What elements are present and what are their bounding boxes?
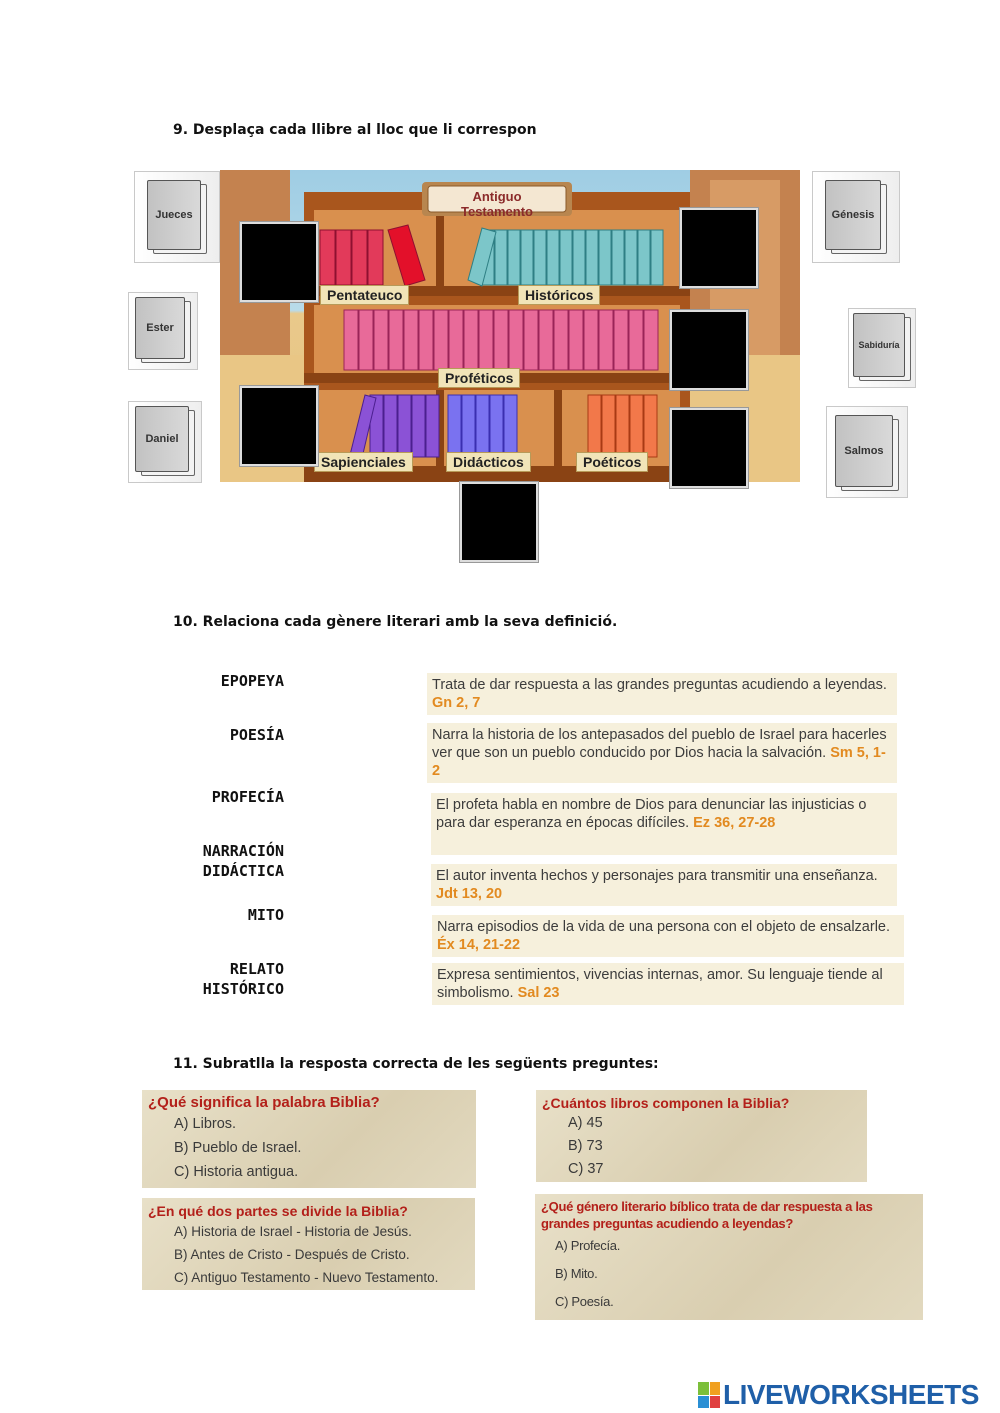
genre-epopeya[interactable]: EPOPEYA <box>220 672 284 690</box>
sign-antiguo-testamento: Antiguo Testamento <box>461 189 533 219</box>
book-icon <box>851 313 913 383</box>
quiz-option[interactable]: C) Historia antigua. <box>174 1164 299 1180</box>
quiz-option[interactable]: C) Antiguo Testamento - Nuevo Testamento. <box>174 1270 439 1285</box>
definition-box[interactable] <box>427 673 897 715</box>
book-icon <box>133 406 197 478</box>
quiz-option[interactable]: A) Historia de Israel - Historia de Jesús. <box>174 1224 412 1239</box>
shelf-label-pentateuco: Pentateuco <box>320 285 409 305</box>
quiz-option[interactable]: C) 37 <box>568 1161 604 1177</box>
definition-text: El autor inventa hechos y personajes para transmitir una enseñanza. <box>436 868 878 884</box>
bible-reference: Sm 5, 1-2 <box>432 745 886 779</box>
question-9-title: 9. Desplaça cada llibre al lloc que li correspon <box>173 122 537 138</box>
liveworksheets-logo <box>698 1378 996 1412</box>
quiz-question: ¿En qué dos partes se divide la Biblia? <box>148 1203 408 1219</box>
bible-reference: Gn 2, 7 <box>432 695 481 711</box>
book-icon <box>145 180 209 256</box>
quiz-option[interactable]: B) Antes de Cristo - Después de Cristo. <box>174 1247 410 1262</box>
draggable-book-salmos[interactable] <box>826 406 908 498</box>
question-10-title: 10. Relaciona cada gènere literari amb la seva definició. <box>173 614 618 630</box>
shelf-label-poeticos: Poéticos <box>576 452 648 472</box>
shelf-label-sapienciales: Sapienciales <box>314 452 413 472</box>
definition-text: Expresa sentimientos, vivencias internas, amor. Su lenguaje tiende al simbolismo. <box>437 967 883 1001</box>
definition-text: El profeta habla en nombre de Dios para denunciar las injusticias o para dar esperanza en épocas difíciles. <box>436 797 867 831</box>
quiz-option[interactable]: B) Mito. <box>555 1266 598 1281</box>
quiz-option[interactable]: A) Profecía. <box>555 1238 621 1253</box>
book-label-genesis: Génesis <box>825 180 881 250</box>
quiz-question: ¿Cuántos libros componen la Biblia? <box>542 1095 790 1111</box>
genre-narracion-didactica[interactable]: NARRACIÓN DIDÁCTICA <box>202 842 284 880</box>
genre-relato-historico[interactable]: RELATO HISTÓRICO <box>202 960 284 998</box>
quiz-option[interactable]: A) 45 <box>568 1115 603 1131</box>
drop-zone-pentateuco[interactable] <box>240 222 318 302</box>
draggable-book-genesis[interactable] <box>812 171 900 263</box>
book-label-sabiduria: Sabiduría <box>853 313 905 377</box>
logo-text: LIVEWORKSHEETS <box>723 1379 979 1410</box>
bible-reference: Sal 23 <box>517 985 560 1001</box>
shelf-label-profeticos: Proféticos <box>438 368 520 388</box>
definition-box[interactable] <box>432 915 904 957</box>
drop-zone-historicos[interactable] <box>680 208 758 288</box>
drop-zone-didacticos[interactable] <box>460 482 538 562</box>
definition-box[interactable] <box>431 793 897 855</box>
draggable-book-jueces[interactable] <box>134 171 220 263</box>
definition-box[interactable] <box>427 723 897 783</box>
book-icon <box>823 180 889 256</box>
draggable-book-ester[interactable] <box>128 292 198 370</box>
quiz-card-bible-parts <box>142 1198 475 1290</box>
genre-mito[interactable]: MITO <box>247 906 284 924</box>
quiz-option[interactable]: A) Libros. <box>174 1116 237 1132</box>
definition-box[interactable] <box>432 963 904 1005</box>
drop-zone-profeticos[interactable] <box>670 310 748 390</box>
book-label-daniel: Daniel <box>135 406 189 472</box>
draggable-book-sabiduria[interactable] <box>848 308 916 388</box>
bible-reference: Jdt 13, 20 <box>436 886 503 902</box>
book-icon <box>833 415 901 493</box>
bible-reference: Ez 36, 27-28 <box>693 815 776 831</box>
book-icon <box>133 297 193 365</box>
bible-reference: Éx 14, 21-22 <box>437 937 521 953</box>
quiz-option[interactable]: B) Pueblo de Israel. <box>174 1140 302 1156</box>
genre-poesia[interactable]: POESÍA <box>229 726 284 744</box>
book-label-jueces: Jueces <box>147 180 201 250</box>
quiz-option[interactable]: B) 73 <box>568 1138 603 1154</box>
definition-text: Trata de dar respuesta a las grandes preguntas acudiendo a leyendas. <box>432 677 887 693</box>
logo-grid-icon <box>698 1382 720 1408</box>
book-label-salmos: Salmos <box>835 415 893 487</box>
drop-zone-sapienciales[interactable] <box>240 386 318 466</box>
definition-text: Narra la historia de los antepasados del pueblo de Israel para hacerles ver que son un pueblo conducido por Dios hacia la salvación. <box>432 727 887 761</box>
quiz-card-literary-genre <box>535 1194 923 1320</box>
genre-profecia[interactable]: PROFECÍA <box>211 788 284 806</box>
shelf-label-didacticos: Didácticos <box>446 452 531 472</box>
question-11-title: 11. Subratlla la resposta correcta de les següents preguntes: <box>173 1056 659 1072</box>
shelf-label-historicos: Históricos <box>518 285 600 305</box>
quiz-card-book-count <box>536 1090 867 1182</box>
quiz-question: ¿Qué género literario bíblico trata de dar respuesta a las grandes preguntas acudiendo a leyendas? <box>541 1199 873 1231</box>
definition-box[interactable] <box>431 864 897 906</box>
draggable-book-daniel[interactable] <box>128 401 202 483</box>
book-label-ester: Ester <box>135 297 185 359</box>
drop-zone-poeticos[interactable] <box>670 408 748 488</box>
quiz-question: ¿Qué significa la palabra Biblia? <box>148 1094 380 1111</box>
definition-text: Narra episodios de la vida de una persona con el objeto de ensalzarle. <box>437 919 891 935</box>
quiz-card-biblia-meaning <box>142 1090 476 1188</box>
quiz-option[interactable]: C) Poesía. <box>555 1294 614 1309</box>
